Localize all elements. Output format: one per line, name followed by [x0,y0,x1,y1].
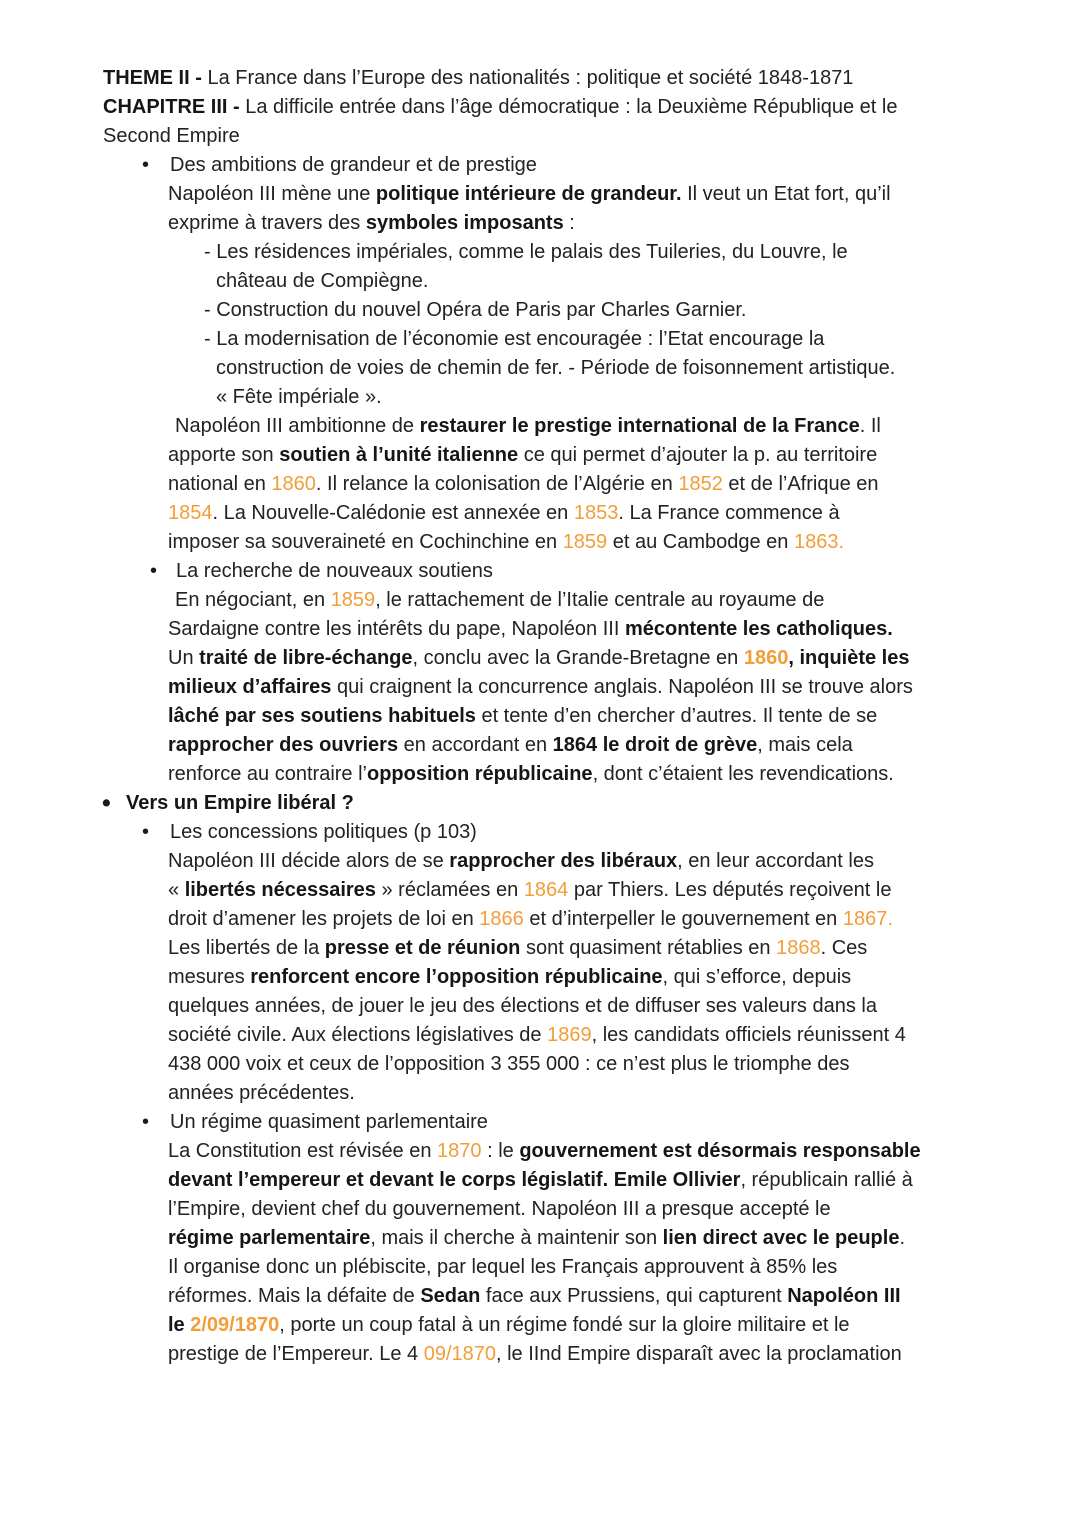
text-line [0,499,1080,528]
bold-text: gouvernement est désormais responsable [519,1140,921,1162]
text-run: imposer sa souveraineté en Cochinchine en [168,531,563,553]
bold-text: devant l’empereur et devant le corps législatif. Emile Ollivier [168,1169,741,1191]
text-run: national en [168,473,272,495]
text-line [0,905,1080,934]
theme-title-line [0,64,1080,93]
text-run: Il veut un Etat fort, qu’il [681,183,891,205]
bold-text: CHAPITRE III - [103,96,240,118]
text-line [0,731,1080,760]
text-run: , républicain rallié à [740,1169,913,1191]
bullet-icon: • [142,154,150,176]
text-run: réformes. Mais la défaite de [168,1285,421,1307]
highlighted-date: 1853 [573,502,619,524]
text-run: Napoléon III mène une [168,183,376,205]
text-run: Des ambitions de grandeur et de prestige [170,154,537,176]
text-run: , en leur accordant les [677,850,874,872]
text-run: . Il relance la colonisation de l’Algérie en [315,473,679,495]
text-line [0,528,1080,557]
highlighted-date: 1868 [776,937,821,959]
text-line [0,760,1080,789]
bold-text: milieux d’affaires [168,676,332,698]
text-line [0,1137,1080,1166]
dash-list-item [0,325,1080,354]
text-line [0,615,1080,644]
text-run: et d’interpeller le gouvernement en [523,908,843,930]
bold-text: rapprocher des ouvriers [168,734,399,756]
bold-text: libertés nécessaires [184,879,376,901]
bold-text: régime parlementaire [168,1227,371,1249]
highlighted-date: 1863. [793,531,845,553]
text-line [0,992,1080,1021]
highlighted-date: 09/1870 [423,1343,496,1365]
bold-text: THEME II - [103,67,202,89]
text-line [0,1340,1080,1369]
bold-text: politique intérieure de grandeur. [375,183,682,205]
text-run: . Ces [820,937,868,959]
bold-text: presse et de réunion [324,937,521,959]
highlighted-date: 1870 [437,1140,482,1162]
dash-list-continuation [0,354,1080,383]
text-run: renforce au contraire l’ [168,763,367,785]
text-line [0,702,1080,731]
text-run: , dont c’étaient les revendications. [592,763,894,785]
text-run: « Fête impériale ». [216,386,382,408]
text-run: - La modernisation de l’économie est encouragée : l’Etat encourage la [204,328,825,350]
text-run: quelques années, de jouer le jeu des élections et de diffuser ses valeurs dans la [168,995,877,1017]
text-run: , porte un coup fatal à un régime fondé sur la gloire militaire et le [279,1314,850,1336]
text-run: Les libertés de la [168,937,325,959]
bold-text: Napoléon III [787,1285,901,1307]
document-page [0,64,1080,1369]
dash-list-continuation [0,267,1080,296]
text-run: La France dans l’Europe des nationalités : politique et société 1848-1871 [201,67,854,89]
text-line [0,1166,1080,1195]
text-line [0,644,1080,673]
highlighted-date: 1852 [678,473,723,495]
text-run: , le IInd Empire disparaît avec la proclamation [496,1343,902,1365]
text-line [0,1021,1080,1050]
chapter-title-line [0,93,1080,122]
subsection-heading [0,1108,1080,1137]
text-run: - Construction du nouvel Opéra de Paris par Charles Garnier. [204,299,747,321]
section-heading [0,789,1080,818]
text-line [0,876,1080,905]
highlighted-date: 1859 [330,589,376,611]
text-run: et au Cambodge en [607,531,794,553]
text-run: La recherche de nouveaux soutiens [176,560,493,582]
document-body [0,151,1080,1369]
bullet-icon: • [142,1111,150,1133]
text-run: l’Empire, devient chef du gouvernement. Napoléon III a presque accepté le [168,1198,831,1220]
highlighted-date: 1866 [479,908,524,930]
text-run: , le rattachement de l’Italie centrale au royaume de [375,589,825,611]
text-run: ce qui permet d’ajouter la p. au territoire [518,444,878,466]
bold-text: 1864 le droit de grève [552,734,758,756]
text-run: , les candidats officiels réunissent 4 [591,1024,906,1046]
highlighted-date: 1860 [743,647,789,669]
text-run: en accordant en [398,734,553,756]
text-run: construction de voies de chemin de fer. - Période de foisonnement artistique. [216,357,896,379]
text-run: mesures [168,966,251,988]
text-line [0,1050,1080,1079]
text-run: Napoléon III ambitionne de [175,415,420,437]
bold-text: rapprocher des libéraux [449,850,678,872]
highlighted-date: 1854 [168,502,213,524]
text-run: Un régime quasiment parlementaire [170,1111,488,1133]
highlighted-date: 1859 [562,531,608,553]
bold-text: Vers un Empire libéral ? [126,792,354,814]
text-line [0,209,1080,238]
bullet-icon: • [142,821,150,843]
text-run: par Thiers. Les députés reçoivent le [568,879,892,901]
text-run: , conclu avec la Grande-Bretagne en [412,647,744,669]
text-run: Un [168,647,200,669]
text-run: , qui s’efforce, depuis [662,966,852,988]
text-run: et tente d’en chercher d’autres. Il tente de se [475,705,878,727]
text-run: sont quasiment rétablies en [520,937,777,959]
text-run: . Il [859,415,881,437]
text-run: Il organise donc un plébiscite, par lequel les Français approuvent à 85% les [168,1256,838,1278]
dash-list-continuation [0,383,1080,412]
bold-text: lâché par ses soutiens habituels [168,705,476,727]
text-run: Les concessions politiques (p 103) [170,821,477,843]
text-run: La Constitution est révisée en [168,1140,438,1162]
chapter-title-line [0,122,1080,151]
text-line [0,180,1080,209]
text-run: - Les résidences impériales, comme le palais des Tuileries, du Louvre, le [204,241,848,263]
bold-text: mécontente les catholiques. [624,618,893,640]
text-line [0,1282,1080,1311]
text-run: » réclamées en [375,879,524,901]
highlighted-date: 2/09/1870 [190,1314,280,1336]
document-header [0,64,1080,151]
text-run: : le [481,1140,520,1162]
text-run: . [899,1227,906,1249]
text-run: Sardaigne contre les intérêts du pape, Napoléon III [168,618,625,640]
text-run: exprime à travers des [168,212,366,234]
text-run: prestige de l’Empereur. Le 4 [168,1343,424,1365]
text-line [0,441,1080,470]
text-run: Napoléon III décide alors de se [168,850,450,872]
text-line [0,1224,1080,1253]
highlighted-date: 1867. [842,908,893,930]
bold-text: restaurer le prestige international de la France [419,415,860,437]
bold-text: soutien à l’unité italienne [279,444,519,466]
text-line [0,586,1080,615]
text-run: : [563,212,575,234]
text-run: droit d’amener les projets de loi en [168,908,480,930]
text-run: Second Empire [103,125,240,147]
highlighted-date: 1869 [547,1024,592,1046]
text-line [0,963,1080,992]
bold-text: opposition républicaine [366,763,593,785]
text-run: « [168,879,185,901]
bold-text: le [168,1314,191,1336]
text-run: . La Nouvelle-Calédonie est annexée en [212,502,574,524]
text-run: En négociant, en [175,589,331,611]
bold-text: symboles imposants [365,212,564,234]
bold-text: lien direct avec le peuple [662,1227,900,1249]
text-line [0,1195,1080,1224]
bold-text: traité de libre-échange [199,647,413,669]
text-line [0,1253,1080,1282]
text-run: années précédentes. [168,1082,355,1104]
text-run: La difficile entrée dans l’âge démocratique : la Deuxième République et le [239,96,898,118]
text-run: face aux Prussiens, qui capturent [480,1285,788,1307]
subsection-heading [0,818,1080,847]
dash-list-item [0,238,1080,267]
bold-text: Sedan [420,1285,481,1307]
text-line [0,412,1080,441]
text-run: , mais il cherche à maintenir son [370,1227,663,1249]
text-run: . La France commence à [618,502,840,524]
text-run: 438 000 voix et ceux de l’opposition 3 355 000 : ce n’est plus le triomphe des [168,1053,850,1075]
text-line [0,1311,1080,1340]
text-run: , mais cela [757,734,853,756]
text-run: société civile. Aux élections législatives de [168,1024,548,1046]
bold-text: , inquiète les [788,647,910,669]
text-line [0,673,1080,702]
subsection-heading [0,151,1080,180]
text-run: qui craignent la concurrence anglais. Napoléon III se trouve alors [331,676,913,698]
text-run: et de l’Afrique en [722,473,879,495]
dash-list-item [0,296,1080,325]
bullet-icon: • [150,560,158,582]
text-run: château de Compiègne. [216,270,429,292]
text-line [0,934,1080,963]
text-run: apporte son [168,444,280,466]
subsection-heading [0,557,1080,586]
bold-text: renforcent encore l’opposition républicaine [250,966,663,988]
highlighted-date: 1864 [523,879,569,901]
text-line [0,1079,1080,1108]
highlighted-date: 1860 [271,473,316,495]
text-line [0,847,1080,876]
bullet-icon: • [102,789,111,817]
text-line [0,470,1080,499]
